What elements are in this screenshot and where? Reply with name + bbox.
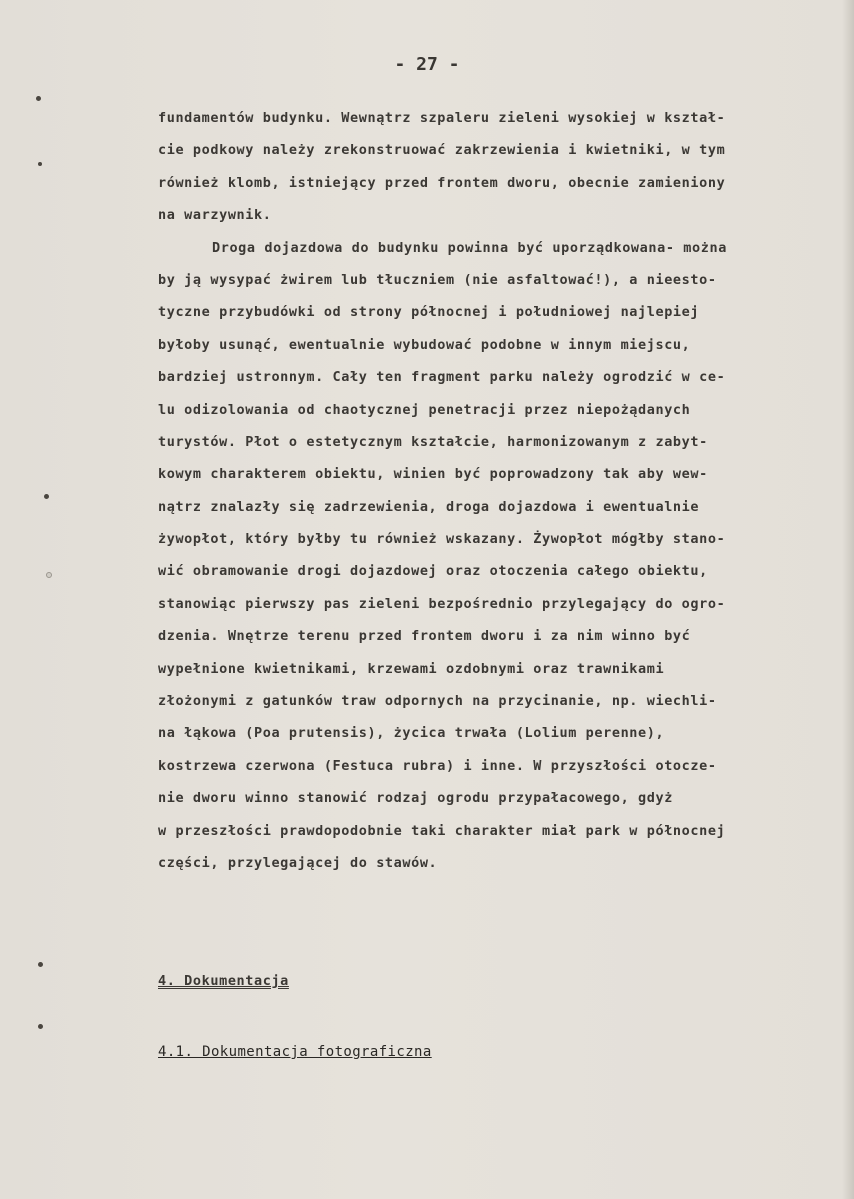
text-line: w przeszłości prawdopodobnie taki charakter miał park w północnej	[158, 822, 726, 839]
section-heading: 4. Dokumentacja	[158, 973, 289, 989]
text-line: stanowiąc pierwszy pas zieleni bezpośrednio przylegający do ogro-	[158, 595, 726, 612]
subsection-heading: 4.1. Dokumentacja fotograficzna	[158, 1044, 432, 1060]
text-line: złożonymi z gatunków traw odpornych na przycinanie, np. wiechli-	[158, 693, 717, 710]
body-text	[158, 102, 846, 879]
text-line: nątrz znalazły się zadrzewienia, droga dojazdowa i ewentualnie	[158, 498, 700, 515]
text-line: kowym charakterem obiektu, winien być poprowadzony tak aby wew-	[158, 466, 708, 483]
text-line: wić obramowanie drogi dojazdowej oraz otoczenia całego obiektu,	[158, 563, 708, 580]
text-line: wypełnione kwietnikami, krzewami ozdobnymi oraz trawnikami	[158, 660, 665, 677]
binding-hole	[38, 962, 43, 967]
text-line: fundamentów budynku. Wewnątrz szpaleru zieleni wysokiej w kształ-	[158, 110, 726, 126]
text-line: nie dworu winno stanowić rodzaj ogrodu przypałacowego, gdyż	[158, 790, 673, 807]
text-line: turystów. Płot o estetycznym kształcie, harmonizowanym z zabyt-	[158, 433, 708, 450]
text-line: Droga dojazdowa do budynku powinna być uporządkowana- można	[212, 239, 727, 256]
binding-hole	[38, 162, 42, 166]
binding-hole	[46, 572, 52, 578]
text-line: na warzywnik.	[158, 207, 272, 224]
text-line: kostrzewa czerwona (Festuca rubra) i inne. W przyszłości otocze-	[158, 757, 717, 774]
text-line: cie podkowy należy zrekonstruować zakrzewienia i kwietniki, w tym	[158, 142, 726, 159]
text-line: byłoby usunąć, ewentualnie wybudować podobne w innym miejscu,	[158, 336, 691, 353]
text-line: części, przylegającej do stawów.	[158, 854, 438, 871]
text-line: żywopłot, który byłby tu również wskazany. Żywopłot mógłby stano-	[158, 531, 726, 548]
text-line: również klomb, istniejący przed frontem dworu, obecnie zamieniony	[158, 174, 726, 191]
text-line: by ją wysypać żwirem lub tłuczniem (nie asfaltować!), a nieesto-	[158, 271, 717, 288]
text-line: na łąkowa (Poa prutensis), życica trwała (Lolium perenne),	[158, 725, 665, 742]
text-line: lu odizolowania od chaotycznej penetracji przez niepożądanych	[158, 401, 691, 418]
binding-hole	[38, 1024, 43, 1029]
page-number: - 27 -	[394, 54, 460, 75]
binding-hole	[36, 96, 41, 101]
binding-hole	[44, 494, 49, 499]
text-line: bardziej ustronnym. Cały ten fragment parku należy ogrodzić w ce-	[158, 369, 726, 386]
text-line: tyczne przybudówki od strony północnej i południowej najlepiej	[158, 304, 700, 321]
text-line: dzenia. Wnętrze terenu przed frontem dworu i za nim winno być	[158, 628, 691, 645]
